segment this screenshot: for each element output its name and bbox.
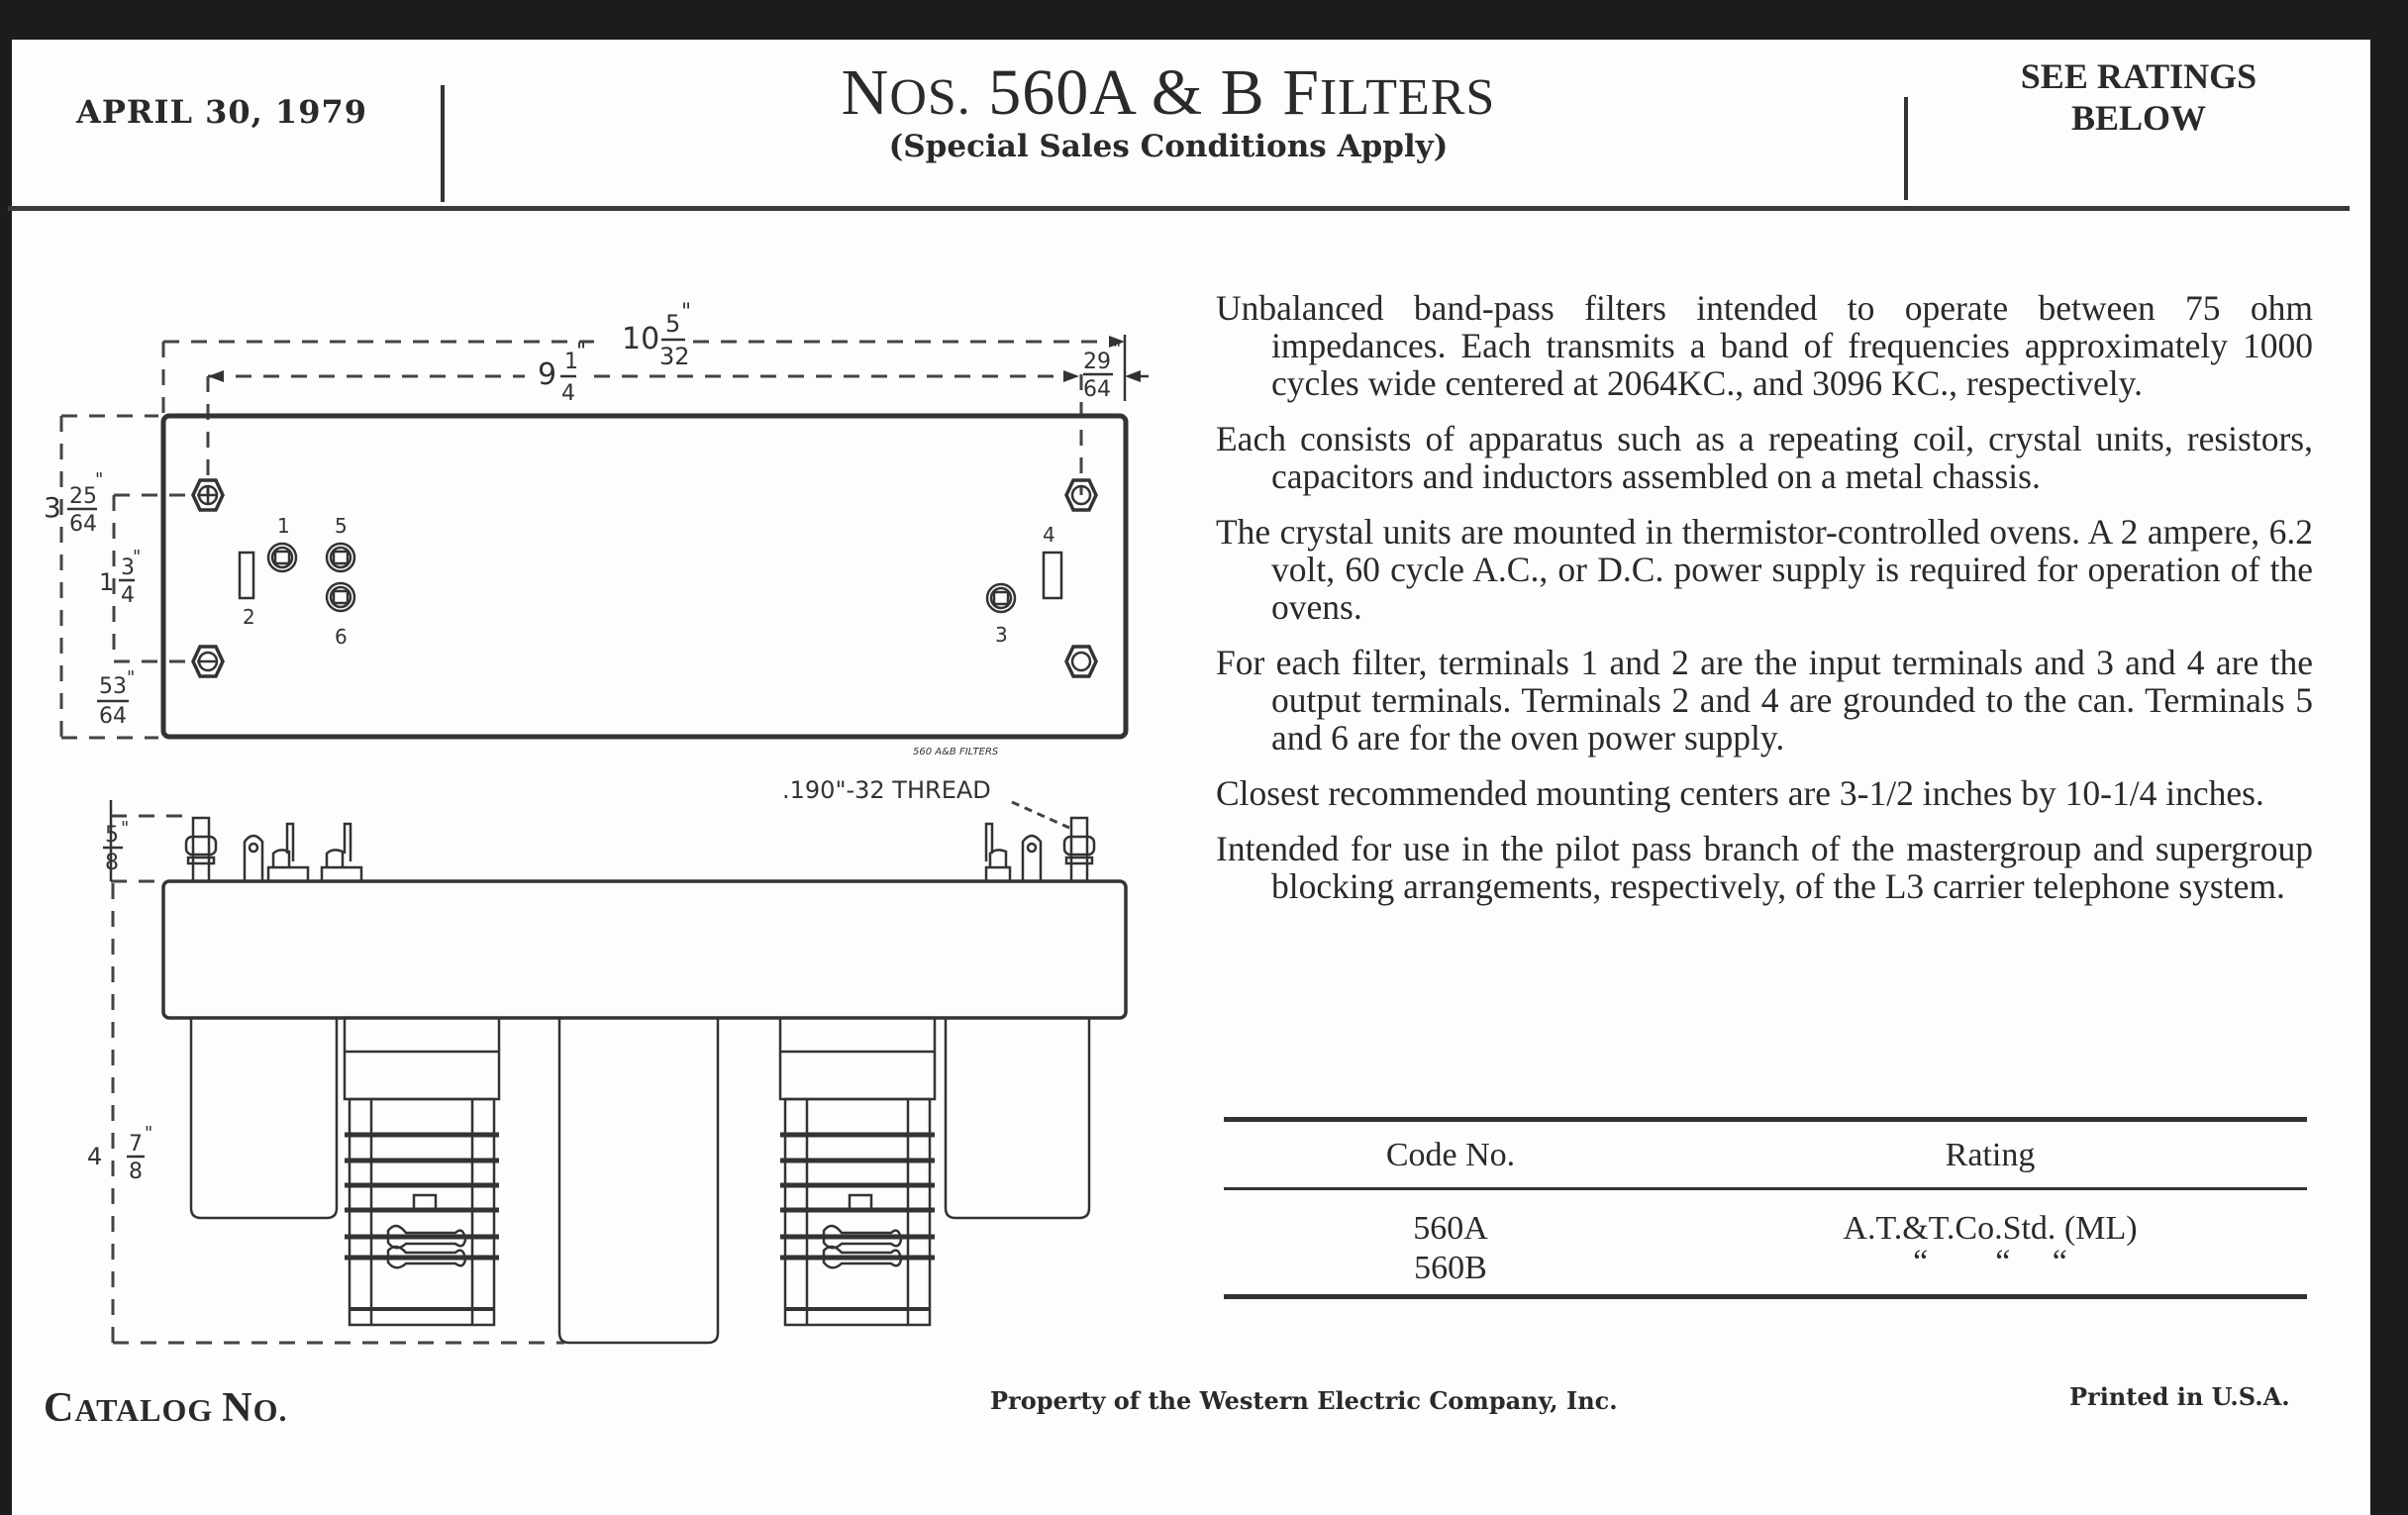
dim-width-den: 64 — [69, 512, 97, 537]
dim-side-offset-num: 53 — [99, 674, 127, 699]
dim-overall-whole: 10 — [622, 322, 660, 356]
description-paragraph: Each consists of apparatus such as a repeating coil, crystal units, resistors, capacitors and inductors assembled on a metal chassis. — [1216, 419, 2313, 496]
terminal-label-5: 5 — [335, 514, 348, 538]
top-view — [44, 300, 1149, 758]
table-row-code: 560B — [1414, 1250, 1487, 1286]
table-row-code: 560A — [1413, 1210, 1488, 1247]
issue-date: APRIL 30, 1979 — [76, 93, 367, 131]
can-body-outline — [163, 881, 1126, 1018]
dim-depth-num: 7 — [129, 1132, 143, 1157]
property-notice: Property of the Western Electric Company, Inc. — [990, 1386, 1618, 1415]
dim-mount-width-num: 3 — [121, 556, 135, 580]
terminal-label-6: 6 — [335, 625, 348, 649]
drawing-id: 560 A&B FILTERS — [913, 747, 999, 758]
description — [1216, 289, 2313, 923]
terminal-3-icon — [987, 584, 1015, 612]
description-paragraph: Unbalanced band-pass filters intended to operate between 75 ohm impedances. Each transmits a band of frequencies approximately 1000 cycles wide centered at 2064KC., and 3096 KC., respectively. — [1216, 288, 2313, 403]
thread-leader-line — [1012, 802, 1069, 828]
title-cap-n: N — [841, 56, 890, 129]
title-ilters: ILTERS — [1319, 69, 1496, 126]
catalog-o: O. — [252, 1392, 288, 1428]
terminal-label-1: 1 — [277, 514, 290, 538]
terminal-label-4: 4 — [1043, 523, 1055, 547]
terminal-icon — [322, 824, 361, 881]
dim-mount-den: 4 — [561, 381, 575, 406]
ratings-note-line1: SEE RATINGS — [2020, 56, 2258, 96]
terminal-5-icon — [327, 544, 354, 571]
terminal-icon — [986, 824, 1010, 881]
crystal-oven-assembly-icon — [780, 1018, 935, 1325]
terminal-post-icon — [186, 818, 216, 881]
printed-notice: Printed in U.S.A. — [2069, 1382, 2290, 1411]
title-cap-f: F — [1282, 56, 1320, 129]
table-header-rule — [1224, 1187, 2307, 1190]
dim-width-num: 25 — [69, 484, 97, 509]
page-subtitle: (Special Sales Conditions Apply) — [888, 129, 1449, 164]
chassis-outline-top — [163, 416, 1126, 737]
catalog-cap-n: N — [222, 1385, 253, 1431]
arrow-icon — [208, 370, 224, 382]
dim-terminal-den: 8 — [105, 851, 119, 875]
description-paragraph: The crystal units are mounted in thermistor-controlled ovens. A 2 ampere, 6.2 volt, 60 cycle A.C., or D.C. power supply is required for operation of the ovens. — [1216, 512, 2313, 627]
crystal-oven-assembly-icon — [345, 1018, 499, 1325]
dim-mount-num: 1 — [564, 350, 578, 374]
terminal-label-3: 3 — [995, 623, 1008, 647]
dim-mount-unit: " — [576, 340, 587, 364]
catalog-number-label — [44, 1384, 288, 1432]
dim-end-offset-unit: " — [1113, 339, 1122, 359]
catalog-atalog: ATALOG — [74, 1392, 223, 1428]
terminal-lug-icon — [245, 836, 262, 881]
dim-overall-den: 32 — [659, 343, 690, 370]
table-top-rule — [1224, 1117, 2307, 1122]
terminal-lug-icon — [1023, 836, 1041, 881]
component-can-icon — [559, 1018, 718, 1343]
title-model: 560A & B — [970, 56, 1283, 129]
side-view — [87, 776, 1126, 1343]
table-header-rating: Rating — [1945, 1137, 2036, 1173]
dim-width-whole: 3 — [44, 491, 61, 524]
table-header-code: Code No. — [1385, 1137, 1516, 1173]
thread-note: .190"-32 THREAD — [782, 776, 991, 804]
terminal-1-icon — [268, 544, 296, 571]
dim-terminal-unit: " — [121, 818, 130, 839]
dim-overall-num: 5 — [665, 310, 681, 338]
arrow-icon — [1063, 370, 1079, 382]
terminal-label-2: 2 — [243, 605, 255, 629]
component-can-icon — [191, 1018, 337, 1218]
dim-depth-den: 8 — [129, 1160, 143, 1184]
component-can-icon — [946, 1018, 1089, 1218]
dim-depth-whole: 4 — [87, 1143, 103, 1170]
dim-mount-width-unit: " — [133, 547, 142, 567]
catalog-cap-c: C — [44, 1385, 75, 1431]
terminal-6-icon — [327, 583, 354, 611]
table-row-rating: A.T.&T.Co.Std. (ML) — [1843, 1210, 2138, 1247]
dim-end-offset-den: 64 — [1083, 377, 1111, 402]
ratings-note-line2: BELOW — [2070, 98, 2207, 138]
dim-mount-whole: 9 — [538, 357, 557, 392]
mounting-nut-icon — [1066, 647, 1096, 676]
dim-end-offset-num: 29 — [1083, 350, 1111, 374]
description-paragraph: For each filter, terminals 1 and 2 are the input terminals and 3 and 4 are the output terminals. Terminals 2 and 4 are grounded to the can. Terminals 5 and 6 are for the oven power supply. — [1216, 643, 2313, 758]
terminal-2-lug-icon — [240, 553, 253, 598]
description-paragraph: Closest recommended mounting centers are 3-1/2 inches by 10-1/4 inches. — [1216, 773, 2264, 813]
description-paragraph: Intended for use in the pilot pass branch of the mastergroup and supergroup blocking arrangements, respectively, of the L3 carrier telephone system. — [1216, 829, 2313, 906]
dim-mount-width-den: 4 — [121, 583, 135, 608]
terminal-icon — [268, 824, 308, 881]
dim-mount-width-whole: 1 — [99, 568, 115, 596]
dim-side-offset-den: 64 — [99, 704, 127, 729]
dim-depth-unit: " — [145, 1123, 153, 1144]
title-os: OS. — [889, 69, 971, 126]
dim-terminal-num: 5 — [105, 823, 119, 848]
table-bottom-rule — [1224, 1294, 2307, 1299]
dim-side-offset-unit: " — [127, 667, 136, 688]
dim-overall-unit: " — [681, 300, 692, 325]
terminal-4-lug-icon — [1044, 553, 1061, 598]
table-row-rating: “ “ “ — [1913, 1244, 2067, 1280]
dim-width-unit: " — [95, 469, 104, 490]
